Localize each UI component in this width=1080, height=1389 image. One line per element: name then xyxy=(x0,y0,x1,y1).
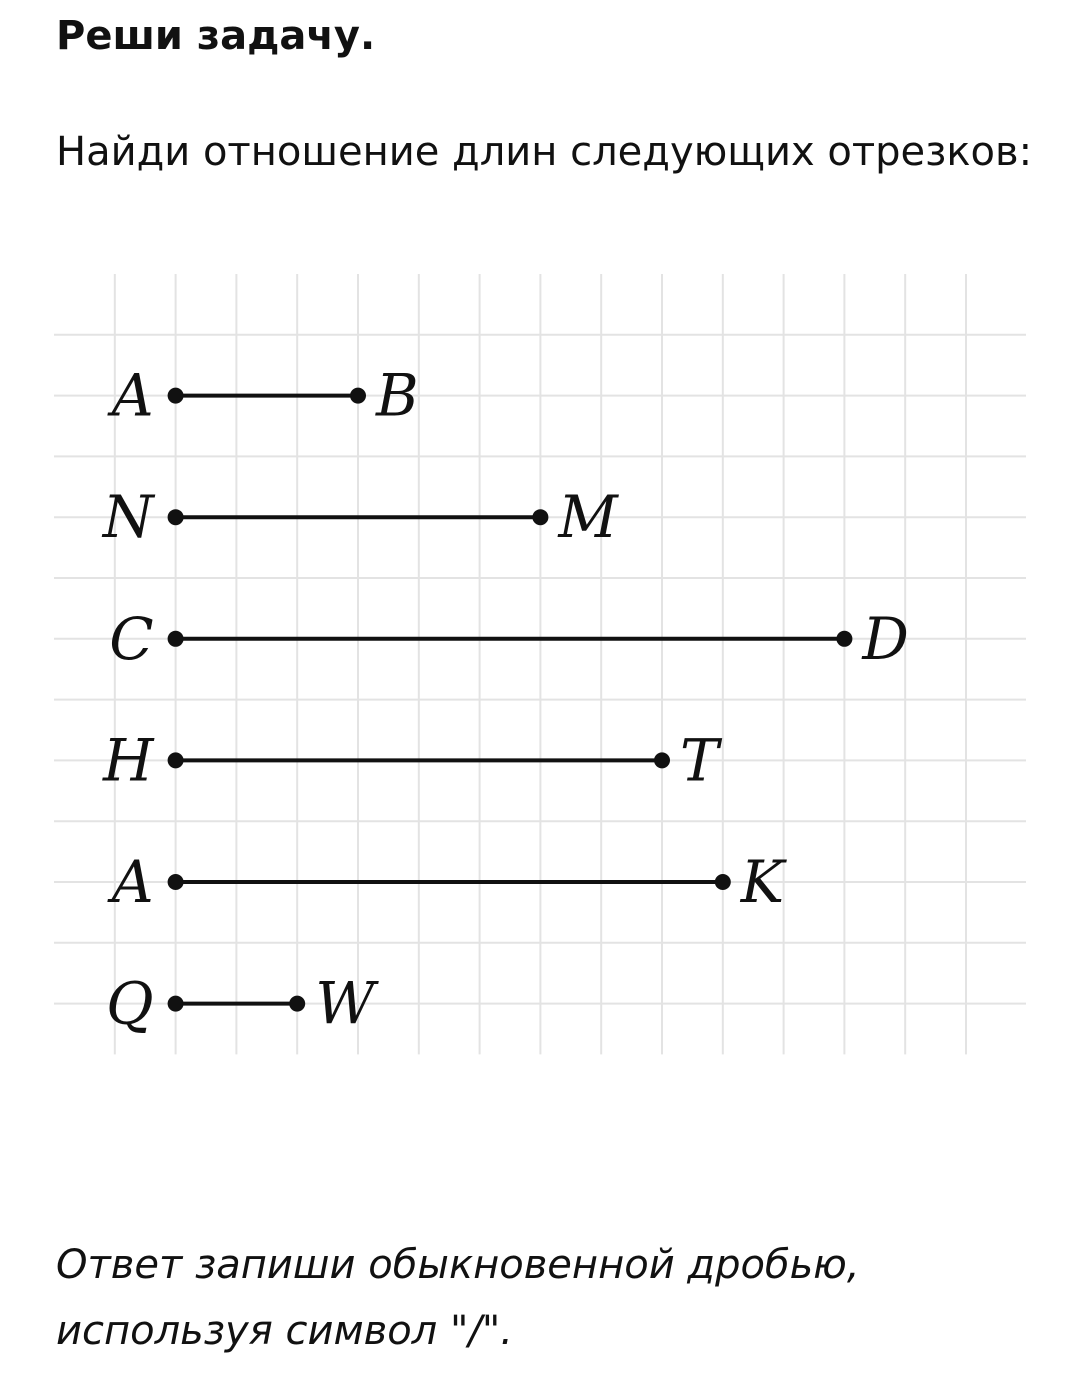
segment-end-label: D xyxy=(862,604,909,673)
segment-end-point xyxy=(350,388,366,404)
segment-start-label: H xyxy=(103,726,154,795)
segment-end-label: W xyxy=(315,969,375,1038)
segment-start-point xyxy=(168,509,184,525)
segment-end-label: T xyxy=(680,726,719,795)
segment-start-point xyxy=(168,631,184,647)
segment-end-label: K xyxy=(740,848,785,916)
segment-start-point xyxy=(168,388,184,404)
segment-end-point xyxy=(532,509,548,525)
answer-note-line-2: используя символ "/". xyxy=(56,1308,513,1354)
segment-start-point xyxy=(168,996,184,1012)
segment-end-point xyxy=(289,996,305,1012)
segment-start-label: C xyxy=(109,604,154,673)
segment-end-label: B xyxy=(376,361,419,430)
answer-instructions xyxy=(56,1232,1016,1364)
segment-start-point xyxy=(168,874,184,890)
segment-start-label: A xyxy=(111,361,154,430)
segment-start-label: Q xyxy=(106,969,154,1038)
segment-end-point xyxy=(836,631,852,647)
task-instruction: Найди отношение длин следующих отрезков: xyxy=(56,129,1033,175)
segment-start-label: A xyxy=(111,848,154,916)
segment-end-point xyxy=(654,752,670,768)
task-heading: Реши задачу. xyxy=(56,13,376,59)
segment-end-label: M xyxy=(558,483,618,552)
segment-start-label: N xyxy=(102,483,154,552)
answer-note-line-1: Ответ запиши обыкновенной дробью, xyxy=(56,1242,860,1288)
segment-start-point xyxy=(168,752,184,768)
segment-end-point xyxy=(715,874,731,890)
